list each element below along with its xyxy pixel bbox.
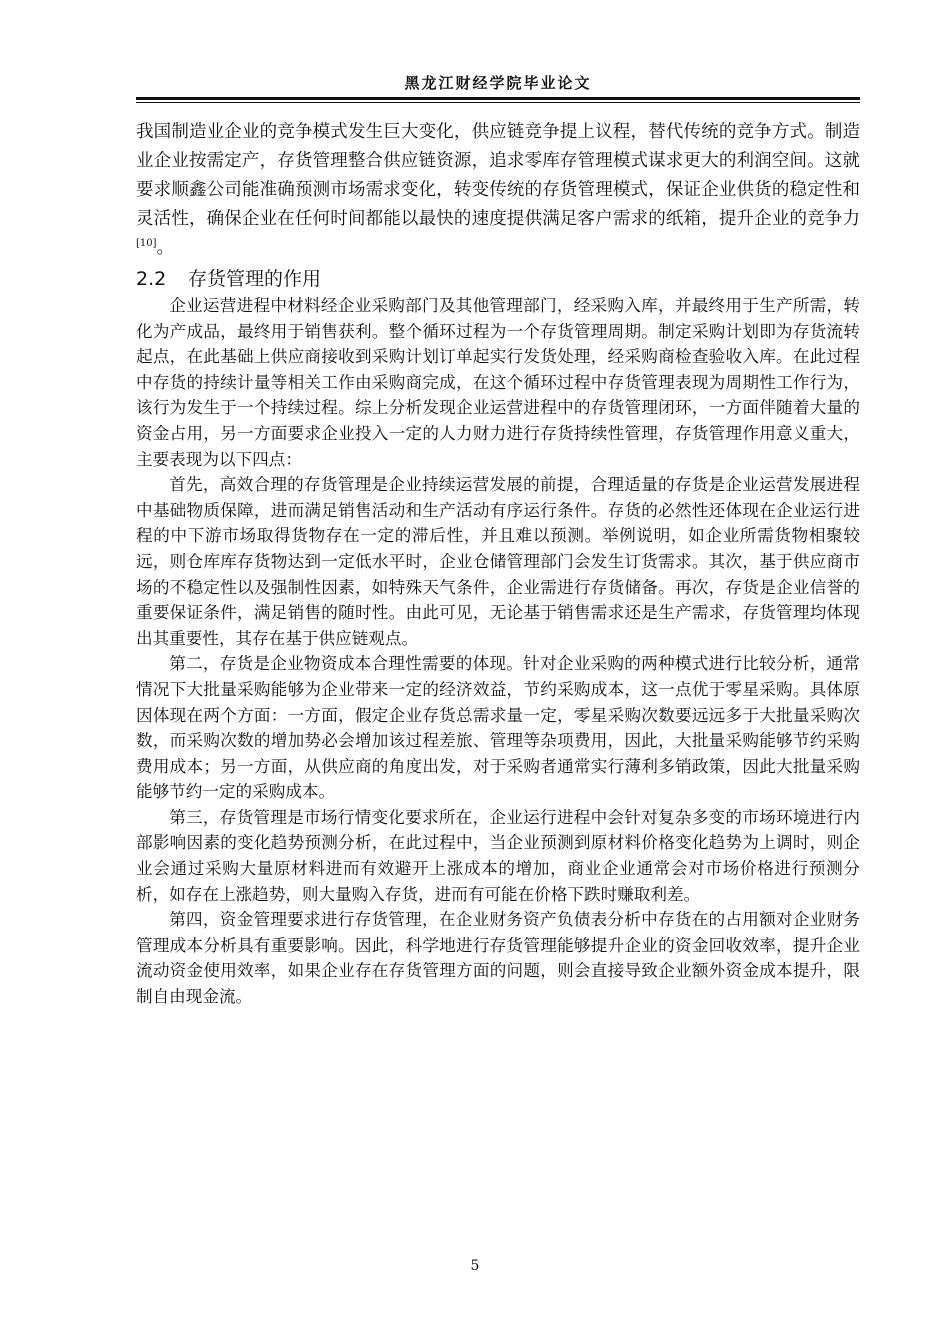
citation-ref: [10]: [136, 238, 157, 250]
intro-text: 我国制造业企业的竞争模式发生巨大变化，供应链竞争提上议程，替代传统的竞争方式。制造业企业按需定产，存货管理整合供应链资源，追求零库存管理模式谋求更大的利润空间。这就要求顺鑫公司能准确预测市场需求变化，转变传统的存货管理模式，保证企业供货的稳定性和灵活性，确保企业在任何时间都能以最快的速度提供满足客户需求的纸箱，提升企业的竞争力: [136, 122, 860, 229]
body-paragraph-5: 第四，资金管理要求进行存货管理，在企业财务资产负债表分析中存货在的占用额对企业财务管理成本分析具有重要影响。因此，科学地进行存货管理能够提升企业的资金回收效率，提升企业流动资金使用效率，如果企业存在存货管理方面的问题，则会直接导致企业额外资金成本提升，限制自由现金流。: [136, 910, 860, 1007]
running-header: 黑龙江财经学院毕业论文: [404, 74, 592, 92]
page-body: [136, 118, 860, 1010]
body-paragraph-1: 企业运营进程中材料经企业采购部门及其他管理部门，经采购入库，并最终用于生产所需，转化为产成品，最终用于销售获利。整个循环过程为一个存货管理周期。制定采购计划即为存货流转起点，在此基础上供应商接收到采购计划订单起实行发货处理，经采购商检查验收入库。在此过程中存货的持续计量等相关工作由采购商完成，在这个循环过程中存货管理表现为周期性工作行为，该行为发生于一个持续过程。综上分析发现企业运营进程中的存货管理闭环，一方面伴随着大量的资金占用，另一方面要求企业投入一定的人力财力进行存货持续性管理，存货管理作用意义重大，主要表现为以下四点：: [136, 296, 860, 469]
header-rule-thin: [136, 102, 860, 103]
section-number: 2.2: [136, 268, 167, 290]
section-heading: [136, 265, 860, 293]
body-paragraph-4: 第三，存货管理是市场行情变化要求所在，企业运行进程中会针对复杂多变的市场环境进行内部影响因素的变化趋势预测分析，在此过程中，当企业预测到原材料价格变化趋势为上调时，则企业会通过采购大量原材料进而有效避开上涨成本的增加，商业企业通常会对市场价格进行预测分析，如存在上涨趋势，则大量购入存货，进而有可能在价格下跌时赚取利差。: [136, 807, 860, 904]
body-paragraph-2: 首先，高效合理的存货管理是企业持续运营发展的前提，合理适量的存货是企业运营发展进程中基础物质保障，进而满足销售活动和生产活动有序运行条件。存货的必然性还体现在企业运行进程的中下游市场取得货物存在一定的滞后性，并且难以预测。举例说明，如企业所需货物相聚较远，则仓库库存货物达到一定低水平时，企业仓储管理部门会发生订货需求。其次，基于供应商市场的不稳定性以及强制性因素，如特殊天气条件，企业需进行存货储备。再次，存货是企业信誉的重要保证条件，满足销售的随时性。由此可见，无论基于销售需求还是生产需求，存货管理均体现出其重要性，其存在基于供应链观点。: [136, 475, 860, 648]
intro-paragraph: [136, 118, 860, 263]
intro-end: 。: [156, 238, 175, 258]
page-number: 5: [470, 1258, 480, 1274]
header-rule-thick: [136, 97, 860, 100]
body-paragraph-3: 第二，存货是企业物资成本合理性需要的体现。针对企业采购的两种模式进行比较分析，通常情况下大批量采购能够为企业带来一定的经济效益，节约采购成本，这一点优于零星采购。具体原因体现在两个方面：一方面，假定企业存货总需求量一定，零星采购次数要远远多于大批量采购次数，而采购次数的增加势必会增加该过程差旅、管理等杂项费用，因此，大批量采购能够节约采购费用成本；另一方面，从供应商的角度出发，对于采购者通常实行薄利多销政策，因此大批量采购能够节约一定的采购成本。: [136, 654, 860, 802]
section-title: 存货管理的作用: [188, 268, 322, 290]
